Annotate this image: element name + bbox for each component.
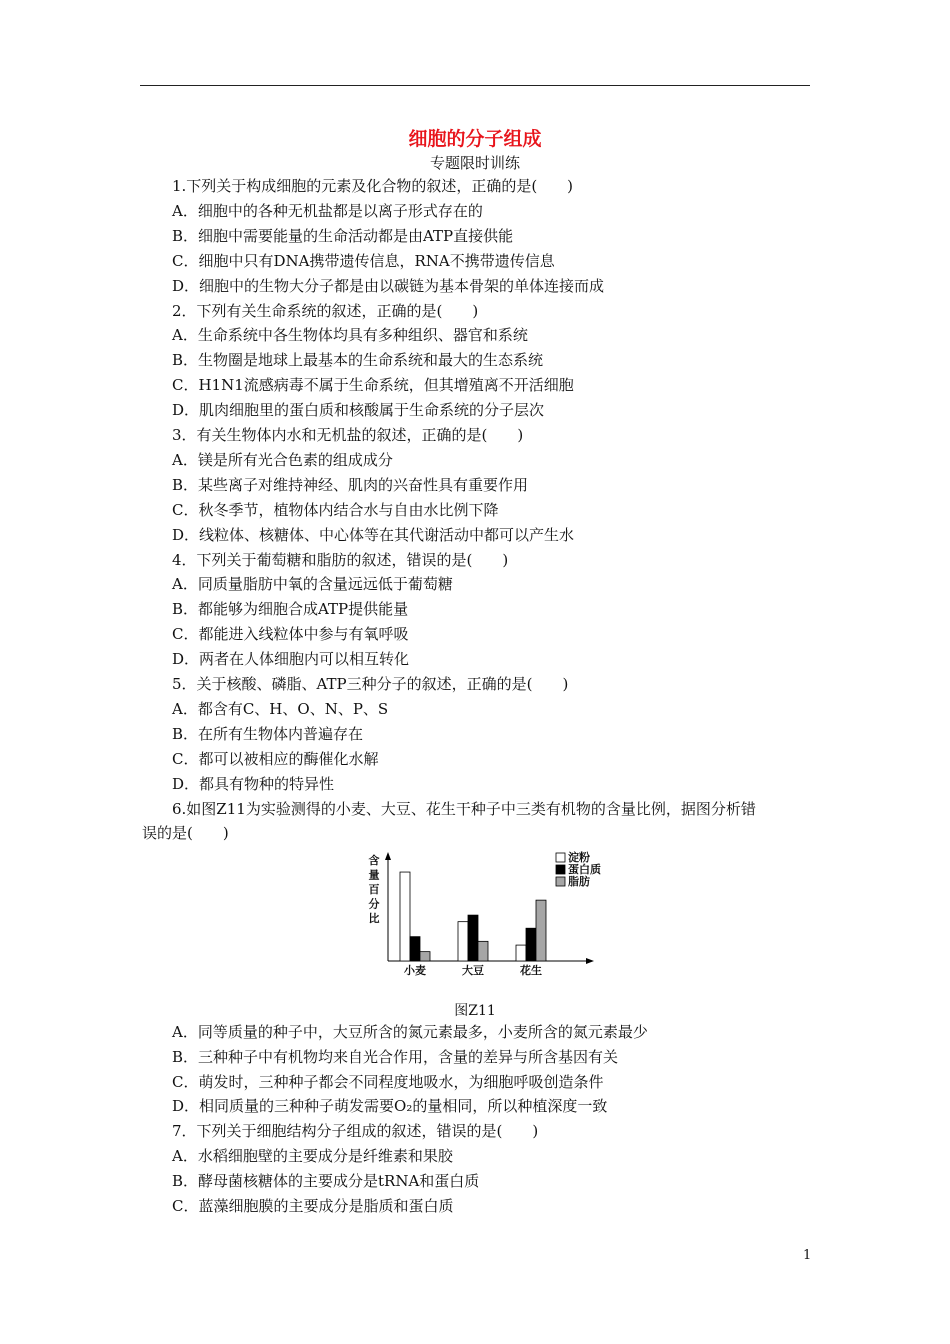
- text-line: A．水稻细胞壁的主要成分是纤维素和果胶: [172, 1147, 453, 1165]
- bar-淀粉: [400, 872, 410, 961]
- ylabel-char: 含: [368, 854, 380, 867]
- legend-swatch: [556, 865, 565, 874]
- text-line: C．都能进入线粒体中参与有氧呼吸: [172, 625, 409, 644]
- text-line: 2．下列有关生命系统的叙述，正确的是( ): [172, 301, 479, 320]
- bar-蛋白质: [410, 937, 420, 961]
- page-number: 1: [803, 1248, 812, 1263]
- text-line: B．某些离子对维持神经、肌肉的兴奋性具有重要作用: [172, 475, 529, 494]
- bar-chart: [366, 850, 616, 980]
- text-line: B．都能够为细胞合成ATP提供能量: [172, 600, 409, 619]
- text-line: B．生物圈是地球上最基本的生命系统和最大的生态系统: [172, 351, 544, 370]
- page-title: 细胞的分子组成: [408, 128, 542, 150]
- legend-label: 淀粉: [568, 851, 590, 864]
- bar-蛋白质: [526, 928, 536, 961]
- ylabel-char: 分: [368, 897, 380, 911]
- text-line: D．都具有物种的特异性: [172, 774, 335, 793]
- text-line: C．秋冬季节，植物体内结合水与自由水比例下降: [172, 500, 499, 519]
- bar-蛋白质: [468, 915, 478, 961]
- text-line: 5．关于核酸、磷脂、ATP三种分子的叙述，正确的是( ): [172, 675, 569, 693]
- text-line: C．H1N1流感病毒不属于生命系统，但其增殖离不开活细胞: [172, 376, 574, 395]
- x-axis-arrow: [586, 958, 594, 964]
- bar-淀粉: [458, 922, 468, 961]
- legend-swatch: [556, 853, 565, 862]
- text-line: D．细胞中的生物大分子都是由以碳链为基本骨架的单体连接而成: [172, 276, 605, 295]
- legend-swatch: [556, 877, 565, 886]
- text-line: C．蓝藻细胞膜的主要成分是脂质和蛋白质: [172, 1196, 454, 1215]
- text-line: 3．有关生物体内水和无机盐的叙述，正确的是( ): [172, 426, 524, 444]
- text-line: 误的是( ): [142, 824, 229, 843]
- text-line: A．生命系统中各生物体均具有多种组织、器官和系统: [172, 326, 528, 345]
- text-line: 7．下列关于细胞结构分子组成的叙述，错误的是( ): [172, 1122, 539, 1141]
- bar-淀粉: [516, 945, 526, 961]
- text-line: B．酵母菌核糖体的主要成分是tRNA和蛋白质: [172, 1171, 480, 1190]
- bar-脂肪: [420, 952, 430, 961]
- text-line: 4．下列关于葡萄糖和脂肪的叙述，错误的是( ): [172, 550, 509, 569]
- text-line: D．线粒体、核糖体、中心体等在其代谢活动中都可以产生水: [172, 525, 575, 544]
- chart-ylabel: [369, 853, 380, 925]
- text-line: A．细胞中的各种无机盐都是以离子形式存在的: [172, 201, 483, 220]
- text-line: A．同质量脂肪中氧的含量远远低于葡萄糖: [172, 575, 453, 594]
- text-line: B．在所有生物体内普遍存在: [172, 724, 364, 743]
- chart-legend: [556, 850, 601, 888]
- header-rule: [140, 85, 810, 86]
- text-line: D．两者在人体细胞内可以相互转化: [172, 650, 410, 669]
- bar-脂肪: [536, 900, 546, 961]
- page-subtitle: 专题限时训练: [429, 154, 520, 172]
- x-tick-label: 小麦: [404, 964, 426, 977]
- legend-label: 蛋白质: [568, 863, 601, 876]
- text-line: 6.如图Z11为实验测得的小麦、大豆、花生干种子中三类有机物的含量比例，据图分析错: [172, 799, 756, 818]
- x-tick-label: 大豆: [462, 964, 484, 977]
- text-line: D．相同质量的三种种子萌发需要O₂的量相同，所以种植深度一致: [172, 1097, 608, 1116]
- text-line: 1.下列关于构成细胞的元素及化合物的叙述，正确的是( ): [172, 177, 574, 195]
- x-tick-label: 花生: [520, 964, 542, 977]
- text-line: C．萌发时，三种种子都会不同程度地吸水，为细胞呼吸创造条件: [172, 1072, 604, 1091]
- text-line: A．同等质量的种子中，大豆所含的氮元素最多，小麦所含的氮元素最少: [172, 1023, 648, 1041]
- text-line: A．镁是所有光合色素的组成成分: [172, 450, 393, 469]
- legend-label: 脂肪: [568, 875, 590, 888]
- text-line: B．细胞中需要能量的生命活动都是由ATP直接供能: [172, 226, 514, 245]
- text-line: C．都可以被相应的酶催化水解: [172, 749, 379, 768]
- ylabel-char: 量: [368, 868, 380, 882]
- text-line: B．三种种子中有机物均来自光合作用，含量的差异与所含基因有关: [172, 1047, 619, 1066]
- bar-脂肪: [478, 941, 488, 961]
- text-line: D．肌肉细胞里的蛋白质和核酸属于生命系统的分子层次: [172, 401, 545, 420]
- text-line: A．都含有C、H、O、N、P、S: [172, 699, 389, 718]
- text-line: C．细胞中只有DNA携带遗传信息，RNA不携带遗传信息: [172, 251, 555, 270]
- y-axis-arrow: [385, 852, 391, 860]
- ylabel-char: 比: [368, 912, 380, 925]
- ylabel-char: 百: [368, 883, 380, 896]
- figure-caption: 图Z11: [454, 1003, 496, 1019]
